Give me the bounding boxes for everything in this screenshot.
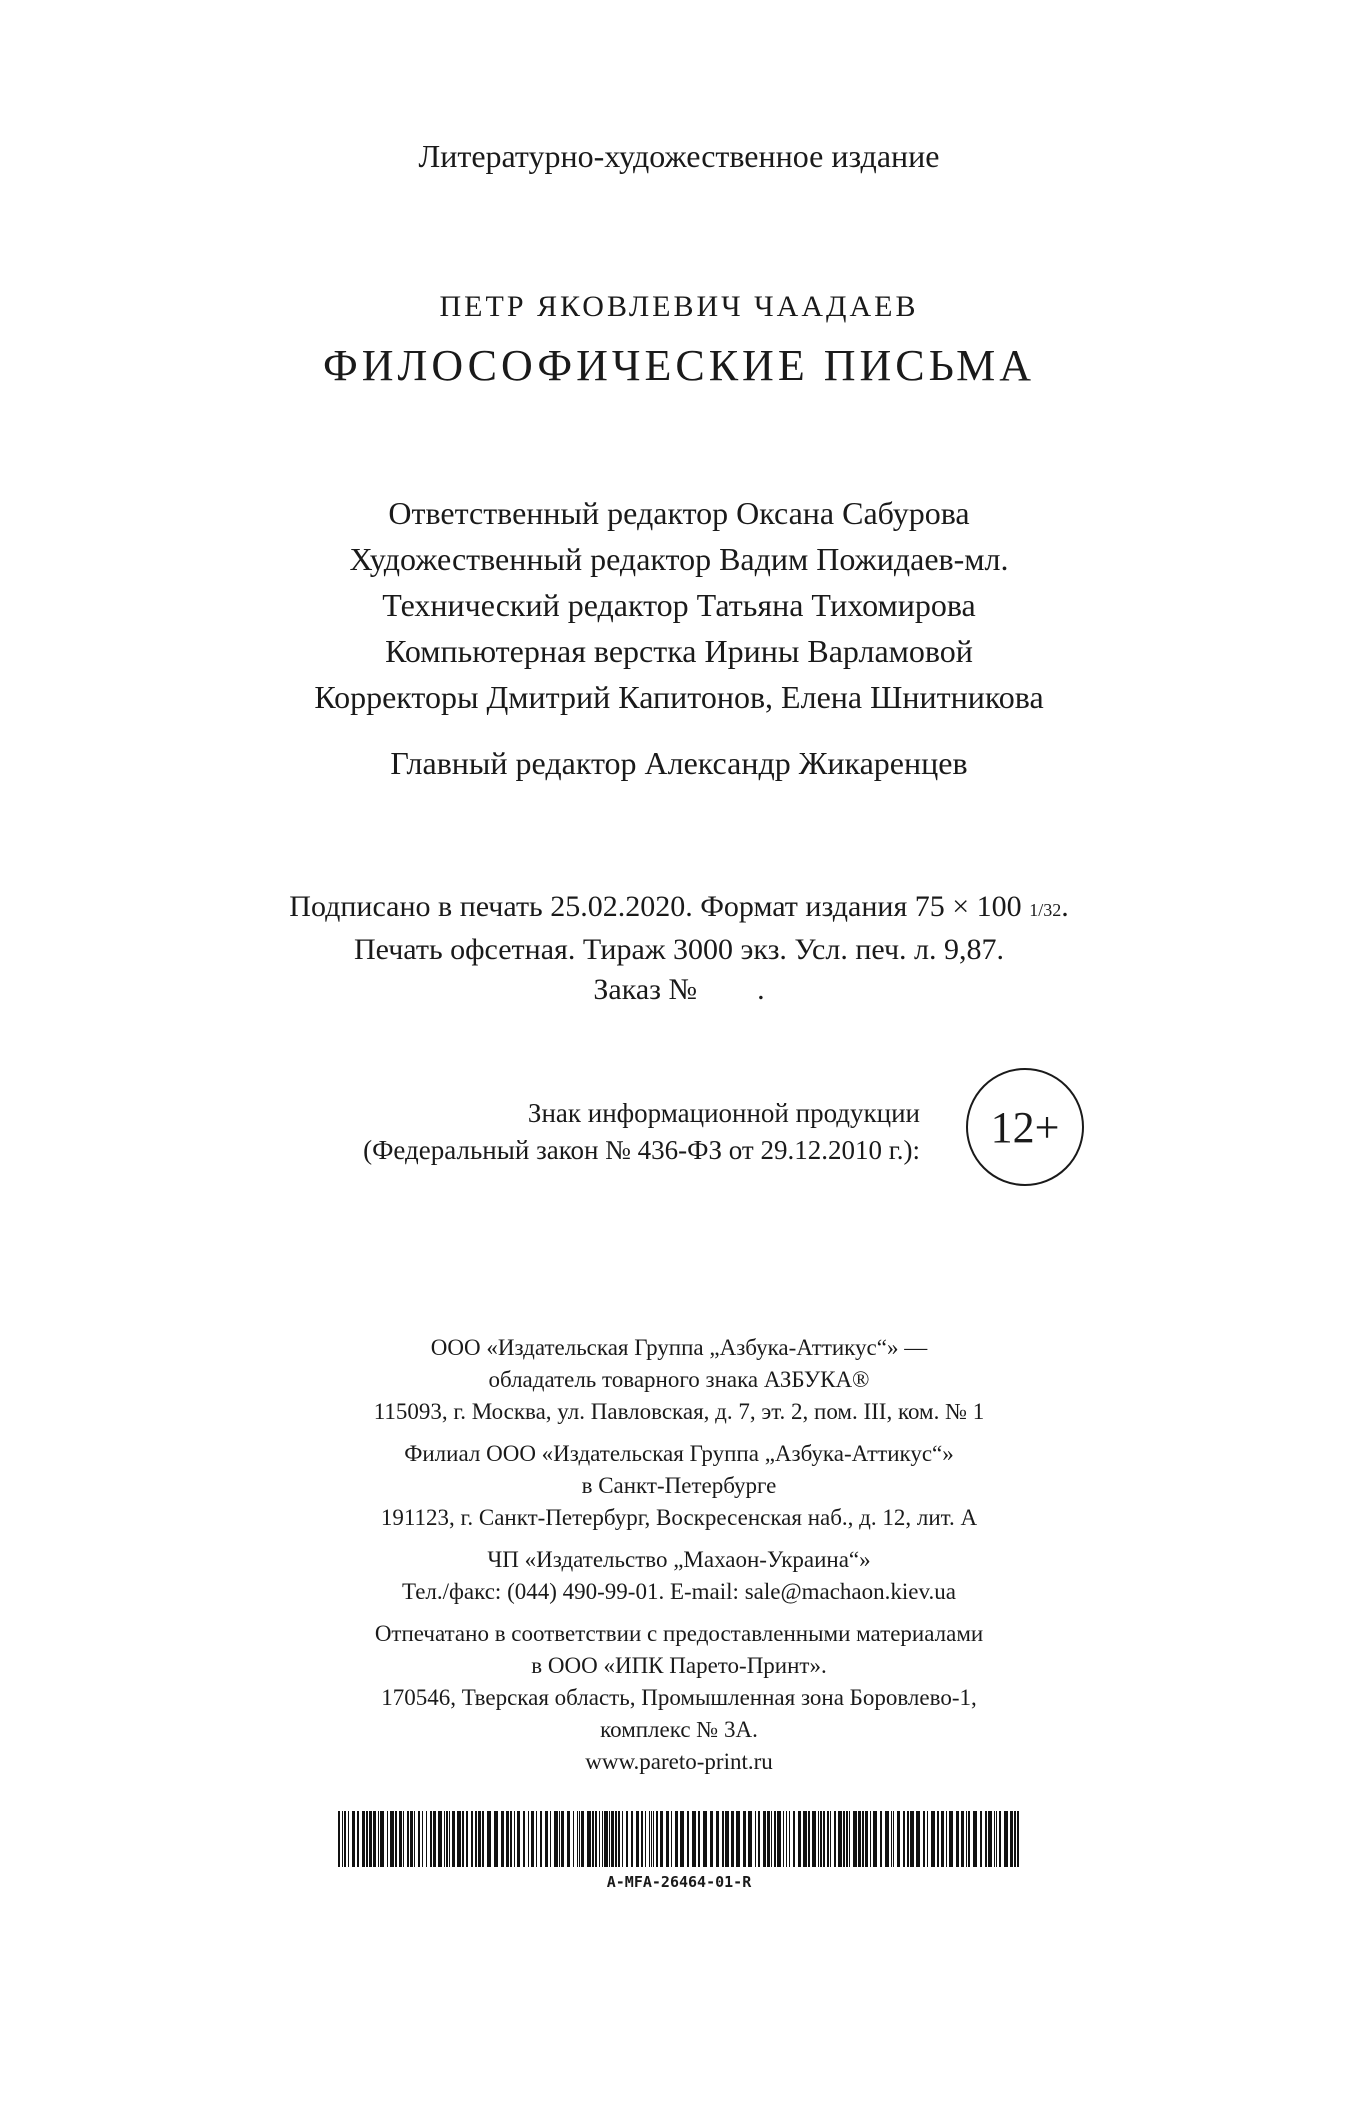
print-info-line: Подписано в печать 25.02.2020. Формат издания 75 × 100 1/32. (289, 890, 1069, 923)
age-rating-badge (966, 1068, 1084, 1186)
imprint-line: ЧП «Издательство „Махаон-Украина“» (487, 1547, 871, 1572)
imprint-line: 170546, Тверская область, Промышленная зона Боровлево-1, (381, 1685, 977, 1710)
imprint-line: Тел./факс: (044) 490-99-01. E-mail: sale@machaon.kiev.ua (402, 1579, 956, 1604)
print-info (0, 887, 1358, 1010)
genre-label: Литературно-художественное издание (418, 138, 940, 174)
chief-editor: Главный редактор Александр Жикаренцев (390, 745, 968, 781)
imprint-line: Филиал ООО «Издательская Группа „Азбука-Аттикус“» (404, 1441, 954, 1466)
format-fraction: 1/32 (1029, 900, 1062, 920)
age-rating-text: 12+ (990, 1102, 1060, 1152)
imprint-block (0, 1332, 1358, 1778)
imprint-line: в Санкт-Петербурге (581, 1473, 777, 1498)
credit-line: Технический редактор Татьяна Тихомирова (382, 587, 976, 623)
print-date-format: Подписано в печать 25.02.2020. Формат издания 75 × 100 (289, 890, 1030, 923)
author-name: ПЕТР ЯКОВЛЕВИЧ ЧААДАЕВ (439, 290, 919, 323)
imprint-line: ООО «Издательская Группа „Азбука-Аттикус“» — (430, 1335, 928, 1360)
imprint-line: в ООО «ИПК Парето-Принт». (531, 1653, 827, 1678)
info-product-label (200, 1095, 920, 1169)
credits-block (0, 490, 1358, 720)
book-title: ФИЛОСОФИЧЕСКИЕ ПИСЬМА (322, 341, 1035, 390)
credit-line: Корректоры Дмитрий Капитонов, Елена Шнитникова (314, 679, 1044, 715)
imprint-line: 115093, г. Москва, ул. Павловская, д. 7, эт. 2, пом. III, ком. № 1 (373, 1399, 985, 1424)
imprint-line: обладатель товарного знака АЗБУКА® (488, 1367, 870, 1392)
imprint-line: Отпечатано в соответствии с предоставленными материалами (374, 1621, 984, 1646)
info-product-law: (Федеральный закон № 436-ФЗ от 29.12.2010 г.): (363, 1135, 920, 1165)
info-product-line: Знак информационной продукции (527, 1098, 920, 1128)
barcode-code: A-MFA-26464-01-R (606, 1873, 752, 1891)
imprint-line: комплекс № 3А. (600, 1717, 758, 1742)
credit-line: Ответственный редактор Оксана Сабурова (388, 495, 970, 531)
credit-line: Художественный редактор Вадим Пожидаев-мл. (349, 541, 1009, 577)
imprint-line: www.pareto-print.ru (585, 1749, 773, 1774)
order-number: Заказ № . (593, 973, 765, 1006)
barcode-image (338, 1811, 1021, 1867)
print-info-line: Печать офсетная. Тираж 3000 экз. Усл. печ. л. 9,87. (353, 933, 1005, 966)
credit-line: Компьютерная верстка Ирины Варламовой (385, 633, 973, 669)
imprint-line: 191123, г. Санкт-Петербург, Воскресенская наб., д. 12, лит. А (380, 1505, 978, 1530)
